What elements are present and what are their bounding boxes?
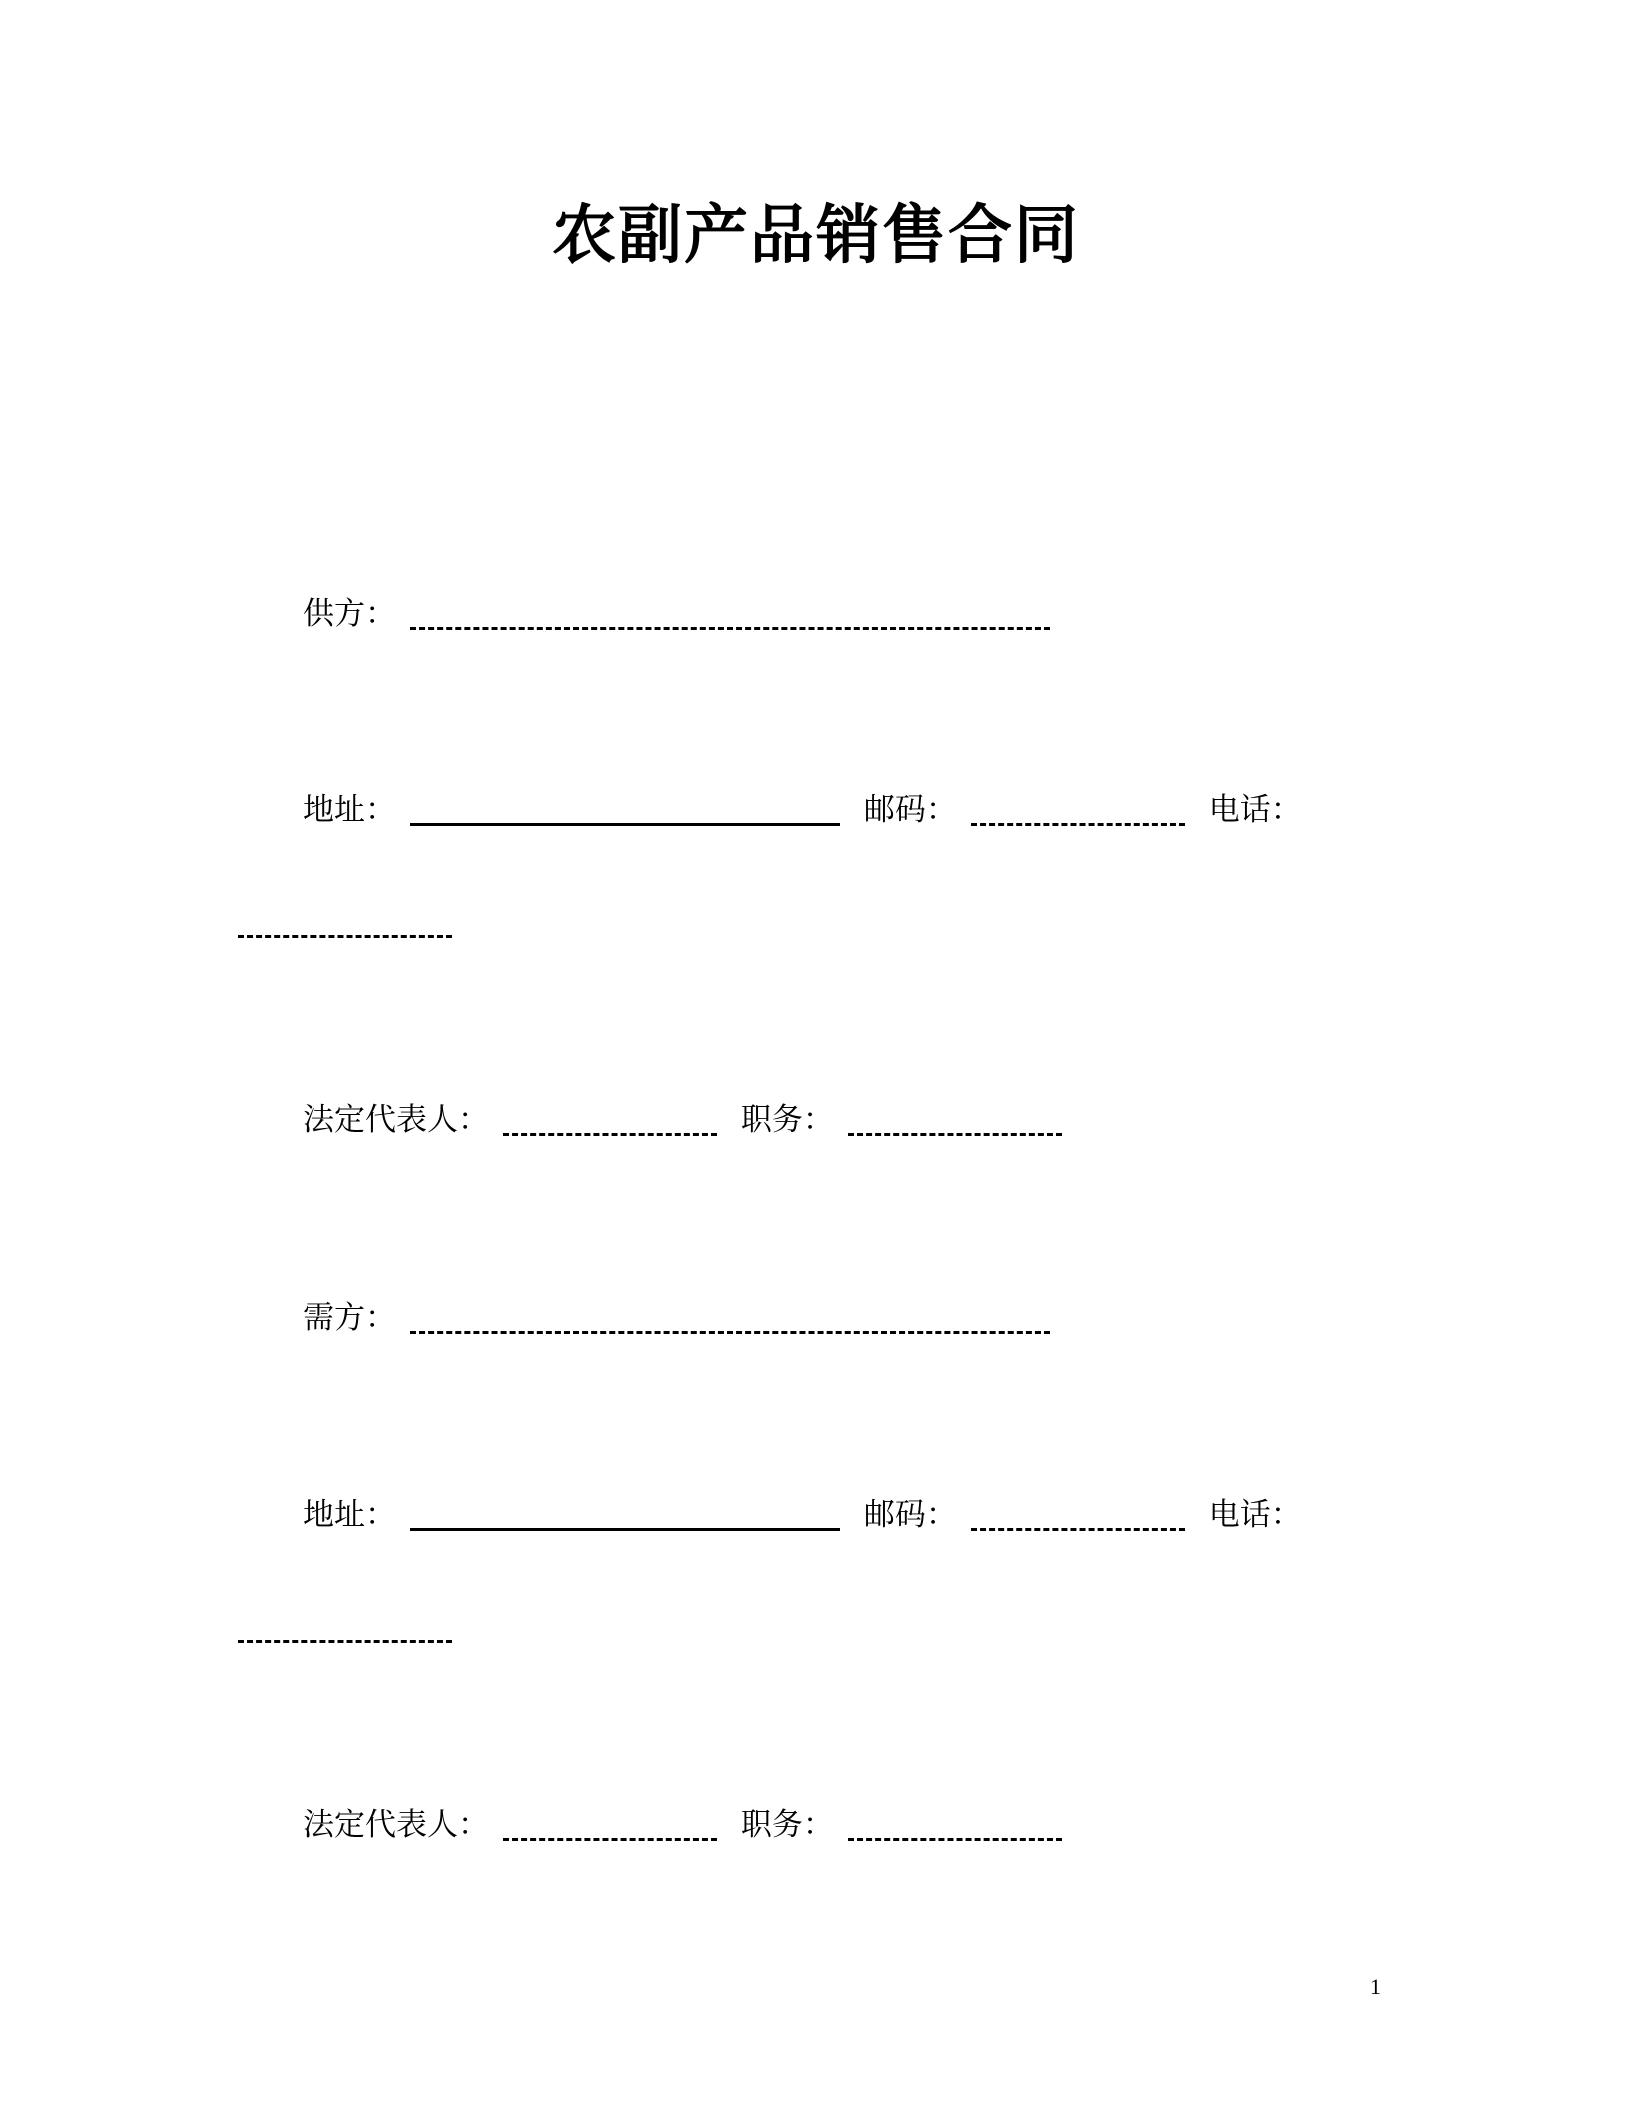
supplier-party-label: 供方： (303, 596, 396, 632)
supplier-address-blank[interactable] (410, 793, 840, 826)
supplier-phone-row (238, 902, 452, 942)
page-number: 1 (1370, 1974, 1381, 1999)
buyer-address-row (303, 1495, 1302, 1535)
supplier-legal-rep-label: 法定代表人： (303, 1102, 489, 1138)
buyer-legal-rep-row (303, 1805, 1062, 1845)
buyer-phone-blank[interactable] (238, 1610, 452, 1643)
supplier-legal-rep-blank[interactable] (503, 1103, 717, 1136)
supplier-address-row (303, 790, 1302, 830)
buyer-postcode-label: 邮码： (863, 1497, 957, 1533)
buyer-position-blank[interactable] (848, 1808, 1062, 1841)
buyer-party-label: 需方： (303, 1300, 396, 1336)
supplier-position-label: 职务： (740, 1102, 834, 1138)
buyer-phone-row (238, 1607, 452, 1647)
supplier-party-blank[interactable] (410, 597, 1050, 630)
supplier-address-label: 地址： (303, 792, 396, 828)
buyer-party-row (303, 1298, 1050, 1338)
supplier-postcode-label: 邮码： (863, 792, 957, 828)
buyer-postcode-blank[interactable] (971, 1498, 1185, 1531)
buyer-party-blank[interactable] (410, 1301, 1050, 1334)
buyer-address-blank[interactable] (410, 1498, 840, 1531)
buyer-phone-label: 电话： (1208, 1497, 1302, 1533)
supplier-position-blank[interactable] (848, 1103, 1062, 1136)
document-title: 农副产品销售合同 (552, 199, 1080, 273)
supplier-party-row (303, 594, 1050, 634)
supplier-phone-blank[interactable] (238, 905, 452, 938)
buyer-address-label: 地址： (303, 1497, 396, 1533)
buyer-legal-rep-blank[interactable] (503, 1808, 717, 1841)
supplier-phone-label: 电话： (1208, 792, 1302, 828)
supplier-legal-rep-row (303, 1100, 1062, 1140)
supplier-postcode-blank[interactable] (971, 793, 1185, 826)
buyer-legal-rep-label: 法定代表人： (303, 1807, 489, 1843)
buyer-position-label: 职务： (740, 1807, 834, 1843)
